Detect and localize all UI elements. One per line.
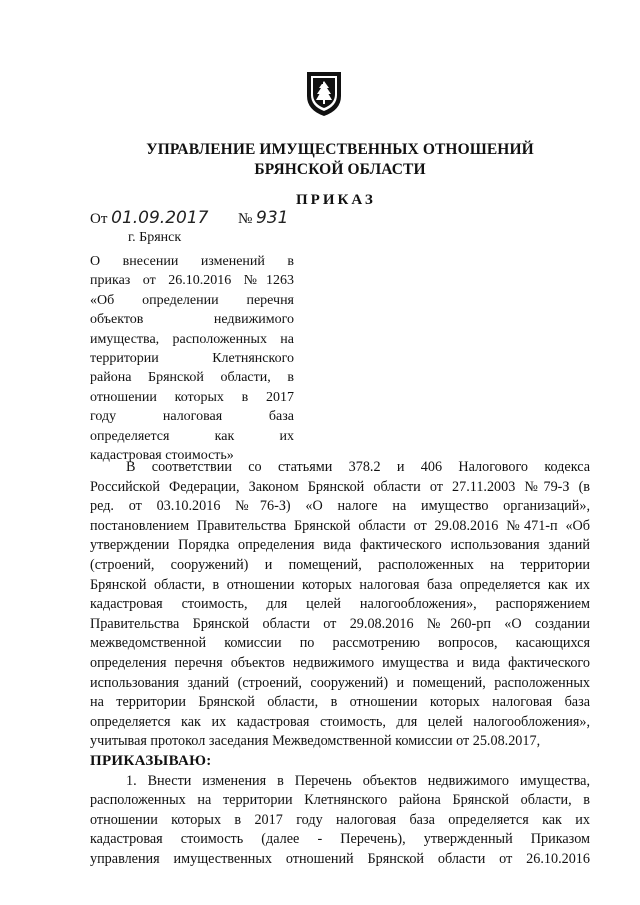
body-line: определяется как их кадастровая стоимость, для целей налогообложения», — [90, 713, 590, 730]
subject-line: объектов недвижимого — [90, 312, 294, 328]
subject-line: кадастровая стоимость» — [90, 448, 234, 464]
city-label: г. Брянск — [128, 230, 182, 245]
subject-line: «Об определении перечня — [90, 292, 294, 308]
order-directive: ПРИКАЗЫВАЮ: — [90, 752, 212, 769]
body-line: межведомственной комиссии по рассмотрению вопросов, касающихся — [90, 635, 590, 652]
handwritten-date: 01.09.2017 — [111, 208, 209, 228]
body-line: Брянской области, в отношении которых налоговая база определяется как их — [90, 576, 590, 593]
subject-line: отношении которых в 2017 — [90, 389, 294, 405]
org-line-2: БРЯНСКОЙ ОБЛАСТИ — [254, 161, 426, 178]
body-line: кадастровая стоимость, для целей налогообложения», распоряжением — [90, 596, 590, 613]
coat-of-arms-icon — [304, 70, 344, 118]
document-body — [90, 458, 590, 869]
body-line: определения перечня объектов недвижимого имущества и вида фактического — [90, 654, 590, 671]
document-title: ПРИКАЗ — [296, 192, 376, 208]
item-line: расположенных на территории Клетнянского района Брянской области, в — [90, 792, 590, 809]
body-line: постановлением Правительства Брянской области от 29.08.2016 №471-п «Об — [90, 517, 590, 534]
subject-line: определяется как их — [90, 428, 294, 444]
subject-line: О внесении изменений в — [90, 254, 294, 269]
item-line: отношении которых в 2017 году налоговая база определяется как их — [90, 811, 590, 828]
date-number-line — [90, 208, 289, 228]
body-line: учитывая протокол заседания Межведомственной комиссии от 25.08.2017, — [90, 733, 541, 750]
date-prefix: От — [90, 211, 108, 227]
order-subject — [90, 252, 294, 465]
subject-line: района Брянской области, в — [90, 370, 294, 386]
subject-line: приказ от 26.10.2016 №1263 — [90, 273, 294, 289]
body-line: на территории Брянской области, в отношении которых налоговая база — [90, 694, 590, 711]
item-line: управления имущественных отношений Брянской области от 26.10.2016 — [90, 850, 590, 867]
subject-line: имущества, расположенных на — [90, 331, 294, 347]
subject-line: территории Клетнянского — [90, 351, 294, 367]
org-line-1: УПРАВЛЕНИЕ ИМУЩЕСТВЕННЫХ ОТНОШЕНИЙ — [146, 141, 534, 158]
body-line: Правительства Брянской области от 29.08.2016 №260-рп «О создании — [90, 615, 590, 632]
body-line: утверждении Порядка определения вида фактического использования зданий — [90, 537, 590, 554]
body-line: (строений, сооружений) и помещений, расположенных на территории — [90, 556, 590, 573]
body-line: использования зданий (строений, сооружений) и помещений, расположенных — [90, 674, 590, 691]
body-line: В соответствии со статьями 378.2 и 406 Налогового кодекса — [126, 459, 590, 475]
item-line: 1. Внести изменения в Перечень объектов недвижимого имущества, — [126, 772, 590, 789]
body-line: ред. от 03.10.2016 №76-З) «О налоге на имущество организаций», — [90, 498, 590, 515]
handwritten-number: 931 — [256, 208, 289, 228]
organization-name — [120, 140, 560, 180]
number-prefix: № — [237, 211, 253, 227]
body-line: Российской Федерации, Законом Брянской области от 27.11.2003 №79-З (в — [90, 478, 590, 495]
item-line: кадастровая стоимость (далее - Перечень), утвержденный Приказом — [90, 831, 590, 848]
subject-line: году налоговая база — [90, 409, 294, 425]
